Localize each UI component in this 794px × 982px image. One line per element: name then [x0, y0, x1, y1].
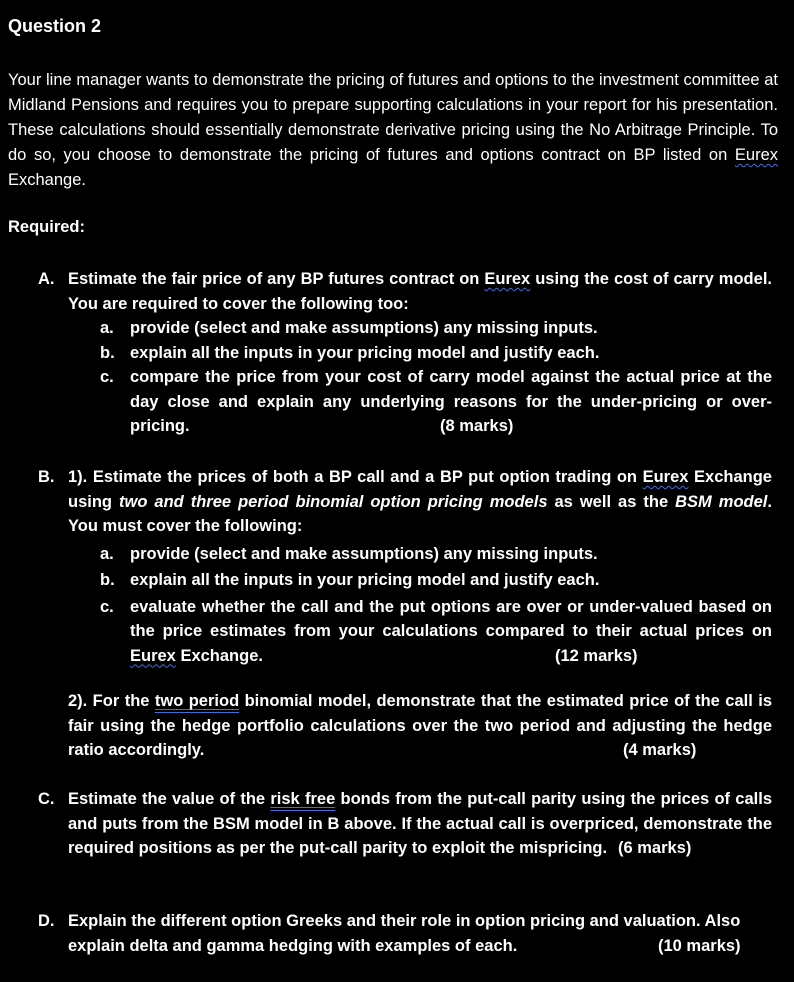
section-b-part2-text: 2). For the two period binomial model, demonstrate that the estimated price of the call is fair using the hedge portfolio calculations over the two period and adjusting the hedge ratio accordingly. — [68, 692, 773, 759]
section-a-marks: (8 marks) — [440, 417, 514, 435]
list-item: a. provide (select and make assumptions) any missing inputs. — [100, 319, 598, 337]
section-c-marks: (6 marks) — [618, 839, 692, 857]
eurex-word: Eurex — [642, 468, 689, 486]
section-b-part1-text: 1). Estimate the prices of both a BP call and a BP put option trading on Eurex Exchange using two and three period binomial option pricing models as well as the BSM model. You must cover the following: — [68, 468, 772, 535]
intro-paragraph: Your line manager wants to demonstrate the pricing of futures and options to the investment committee at Midland Pensions and requires you to prepare supporting calculations in your report for his presentation. These calculations should essentially demonstrate derivative pricing using the No Arbitrage Principle. To do so, you choose to demonstrate the pricing of futures and options contract on BP listed on Eurex Exchange. — [8, 71, 778, 189]
list-item: c. compare the price from your cost of carry model against the actual price at the day close and explain any underlying reasons for the under-pricing or over-pricing. (8 marks) — [100, 365, 772, 439]
question-title: Question 2 — [8, 16, 102, 36]
section-d-text: Explain the different option Greeks and their role in option pricing and valuation. Also explain delta and gamma hedging with examples of each. — [68, 912, 741, 955]
section-b-marks-2: (4 marks) — [623, 741, 697, 759]
eurex-word: Eurex — [734, 146, 778, 164]
section-a-text: Estimate the fair price of any BP futures contract on Eurex using the cost of carry model. You are required to cover the following too: — [68, 270, 772, 313]
section-d-label: D. — [38, 912, 55, 930]
section-c-text: Estimate the value of the risk free bonds from the put-call parity using the prices of calls and puts from the BSM model in B above. If the actual call is overpriced, demonstrate the required positions as per the put-call parity to exploit the mispricing. — [68, 790, 773, 857]
section-b-part2 — [38, 689, 772, 763]
section-a — [38, 267, 772, 439]
section-d-marks: (10 marks) — [658, 936, 741, 955]
section-c — [38, 787, 772, 861]
section-b — [38, 465, 772, 668]
section-b-label: B. — [38, 468, 55, 486]
required-heading: Required: — [8, 218, 86, 236]
section-c-label: C. — [38, 790, 55, 808]
eurex-word: Eurex — [484, 270, 531, 288]
section-d — [38, 909, 772, 958]
list-item: b. explain all the inputs in your pricing model and justify each. — [100, 343, 600, 362]
section-a-label: A. — [38, 270, 55, 288]
section-b-marks-1: (12 marks) — [555, 646, 638, 665]
list-item: b. explain all the inputs in your pricing model and justify each. — [100, 571, 600, 589]
eurex-word: Eurex — [130, 646, 176, 665]
list-item: c. evaluate whether the call and the put options are over or under-valued based on the price estimates from your calculations compared to their actual prices on Eurex Exchange. (12 marks) — [100, 595, 772, 669]
list-item: a. provide (select and make assumptions) any missing inputs. — [100, 544, 598, 563]
